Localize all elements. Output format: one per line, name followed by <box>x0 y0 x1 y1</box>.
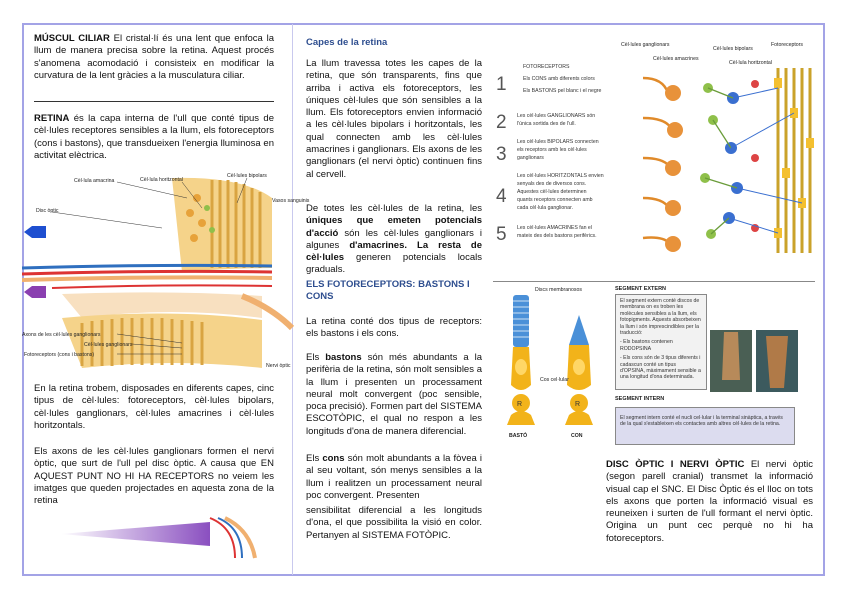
sensibilitat-paragraph: sensibilitat diferencial a les longituds d'ona, el que possibilita la visió en color. Pertanyen al SISTEMA FOTÒPIC. <box>306 505 482 541</box>
separator-line <box>34 101 274 102</box>
capes-heading: Capes de la retina <box>306 37 388 48</box>
label-bipolars: Cèl·lules bipolars <box>227 173 267 179</box>
basto-r-label: R <box>517 401 523 408</box>
disc-optic-title: DISC ÒPTIC I NERVI ÒPTIC <box>606 459 745 470</box>
item-2-number: 2 <box>496 112 507 133</box>
item-4-line-2: senyals des de diversos cons. <box>517 181 587 187</box>
label-cos-cellular: Cos cel·lular <box>540 377 569 383</box>
retina-layers-diagram <box>493 38 815 270</box>
item-4-line-1: Les cèl·lules HORITZONTALS envien <box>517 173 604 179</box>
capes-paragraph: La llum travessa totes les capes de la retina, que són transparents, fins que arriba i activa els fotoreceptors, les úniques cèl·lules que són sensibles a la llum. Els fotoreceptors envien informació a les cèl·lules bipolars i horitzontals, les qual connecten amb les cèl·lules amacrines i ganglionars. Els axons de les ganglionars (el nervi òptic) continuen fins al cervell. <box>306 58 482 180</box>
label-con: CON <box>571 433 583 439</box>
label-amacrina: Cèl·lula amacrina <box>74 178 115 184</box>
bastons-text-a: Els <box>306 352 326 363</box>
label-disc-optic: Disc òptic <box>36 208 59 214</box>
bastons-text-b: són més abundants a la perifèria de la retina, són molt sensibles a la llum i presenten un processament neural molt convergent (poc sensible, poca precisió). Formen part del SISTEMA ESCOTÒPIC, el qual no respon a les longituds d'ona de manera diferencial. <box>306 352 483 437</box>
segment-intern-title: SEGMENT INTERN <box>615 396 665 402</box>
item-3-line-1: Les cèl·lules BIPOLARS connecten <box>517 139 599 145</box>
label-cell-ganglionars: Cèl·lules ganglionars <box>621 42 670 48</box>
item-4-number: 4 <box>496 186 507 207</box>
segment-bastons-text: - Els bastons contenen RODOPSINA <box>620 339 673 352</box>
label-ganglionars: Cèl·lules ganglionars <box>84 342 133 348</box>
bastons-bold: bastons <box>325 352 362 363</box>
totes-text-a: De totes les cèl·lules de la retina, les <box>306 203 482 214</box>
cons-text-a: Els <box>306 453 323 464</box>
neuron-illustration <box>643 58 815 258</box>
axons-paragraph: Els axons de les cèl·lules ganglionars formen el nervi òptic, que surt de l'ull pel disc òptic. A causa que EN AQUEST PUNT NO HI HA RECEPTORS no veiem les imatges que queden projectades en aquesta zona de la retina <box>34 446 274 507</box>
con-r-label: R <box>575 401 581 408</box>
light-cone-illustration <box>60 518 260 558</box>
item-3-number: 3 <box>496 144 507 165</box>
retina-title: RETINA <box>34 113 70 124</box>
totes-text-c: generen potencials locals graduals. <box>306 252 482 276</box>
fotoreceptors-paragraph: La retina conté dos tipus de receptors: els bastons i els cons. <box>306 316 482 340</box>
item-5-number: 5 <box>496 224 507 245</box>
label-axons: Axons de les cèl·lules ganglionars <box>22 332 101 338</box>
totes-text-b: són les cèl·lules ganglionars i algunes <box>306 227 482 251</box>
item-3-line-2: els receptors amb les cèl·lules <box>517 147 587 153</box>
muscul-ciliar-text: El cristal·lí és una lent que enfoca la llum de manera precisa sobre la retina. Aquest procés s'anomena acomodació i consisteix en modificar la curvatura de la lent gràcies a la musculatura ciliar. <box>34 33 274 81</box>
segment-extern-text: El segment extern conté discos de membrana on es troben les molècules sensibles a la llum, els fotopigments. Aquests absorbeixen la llum i són imprescindibles per la traducció: <box>620 298 701 337</box>
label-nervi: Nervi òptic <box>266 363 291 369</box>
receptor-diagram <box>505 285 605 443</box>
item-2-line-2: l'única sortida des de l'ull. <box>517 121 576 127</box>
micrograph-images <box>710 330 798 392</box>
item-4-line-4: quants receptors connecten amb <box>517 197 593 203</box>
label-basto: BASTÓ <box>509 433 528 439</box>
label-vasos: Vasos sanguinis <box>272 198 310 204</box>
muscul-ciliar-paragraph <box>34 33 274 82</box>
segment-extern-box <box>615 294 707 390</box>
label-cell-amacrines: Cèl·lules amacrines <box>653 56 699 62</box>
segment-intern-box <box>615 407 795 445</box>
retina-text: és la capa interna de l'ull que conté tipus de cèl·lules receptores sensibles a la llum, els fotoreceptors (cons i bastons), que transdueixen l'energia lluminosa en activitat elèctrica. <box>34 113 274 161</box>
fotoreceptors-heading: ELS FOTORECEPTORS: BASTONS I CONS <box>306 279 470 302</box>
muscul-ciliar-title: MÚSCUL CILIAR <box>34 33 110 44</box>
item-1-number: 1 <box>496 74 507 95</box>
totes-bold: úniques que emeten potencials d'acció <box>306 215 482 239</box>
item-5-line-1: Les cèl·lules AMACRINES fan el <box>517 225 592 231</box>
item-3-line-3: ganglionars <box>517 155 544 161</box>
retina-cross-section-diagram <box>22 168 310 378</box>
label-cell-bipolars: Cèl·lules bipolars <box>713 46 753 52</box>
label-fotoreceptors: Fotoreceptors (cons i bastons) <box>24 352 95 358</box>
item-5-line-2: mateix des dels bastons perifèrics. <box>517 233 597 239</box>
segment-cons-text: - Els cons són de 3 tipus diferents i cadascun conté un tipus d'OPSINA, màximament sensible a una longitud d'ona determinada. <box>620 355 701 381</box>
cons-paragraph <box>306 453 482 502</box>
cons-text-b: són molt abundants a la fòvea i al seu voltant, són menys sensibles a la llum i realitzen un processament neural poc convergent. Presenten <box>306 453 482 501</box>
retina-paragraph <box>34 113 274 162</box>
disc-optic-text: El nervi òptic (segon parell cranial) transmet la informació visual cap el SNC. El Disc Òptic és el lloc on tots els axons que porten la informació visual es reuneixen i surten de l'ull formant el nervi òptic. Origina un punt cec perquè no hi ha fotoreceptors. <box>606 459 813 544</box>
totes-paragraph <box>306 203 482 277</box>
label-horitzontal: Cèl·lula horitzontal <box>140 177 183 183</box>
segment-extern-title: SEGMENT EXTERN <box>615 286 667 292</box>
item-4-line-5: cada cèl·lula ganglionar. <box>517 205 573 211</box>
disc-optic-paragraph <box>606 459 813 545</box>
item-2-line-1: Les cèl·lules GANGLIONARS són <box>517 113 596 119</box>
label-cell-horitzontal: Cèl·lula horitzontal <box>729 60 772 66</box>
cons-bold: cons <box>322 453 345 464</box>
item-4-line-3: Aquestes cèl·lules determinen <box>517 189 587 195</box>
item-1-line-3: Els BASTONS pel blanc i el negre <box>523 88 602 94</box>
bastons-paragraph <box>306 352 482 438</box>
separator-right <box>493 281 815 282</box>
label-cell-fotoreceptors: Fotoreceptors <box>771 42 804 48</box>
layers-paragraph: En la retina trobem, disposades en diferents capes, cinc tipus de cèl·lules: fotoreceptors, cèl·lules bipolars, cèl·lules ganglionars, cèl·lules amacrines i cèl·lules horitzontals. <box>34 383 274 431</box>
item-1-line-1: FOTORECEPTORS <box>523 64 570 70</box>
segment-intern-text: El segment intern conté el nucli cel·lular i la terminal sinàptica, a través de la qual s'estableixen els contactes amb altres cèl·lules de la retina. <box>620 415 783 428</box>
label-discs: Discs membranosos <box>535 287 582 293</box>
item-1-line-2: Els CONS amb diferents colors <box>523 76 595 82</box>
totes-bold2: d'amacrines. La resta de cèl·lules <box>306 239 482 264</box>
